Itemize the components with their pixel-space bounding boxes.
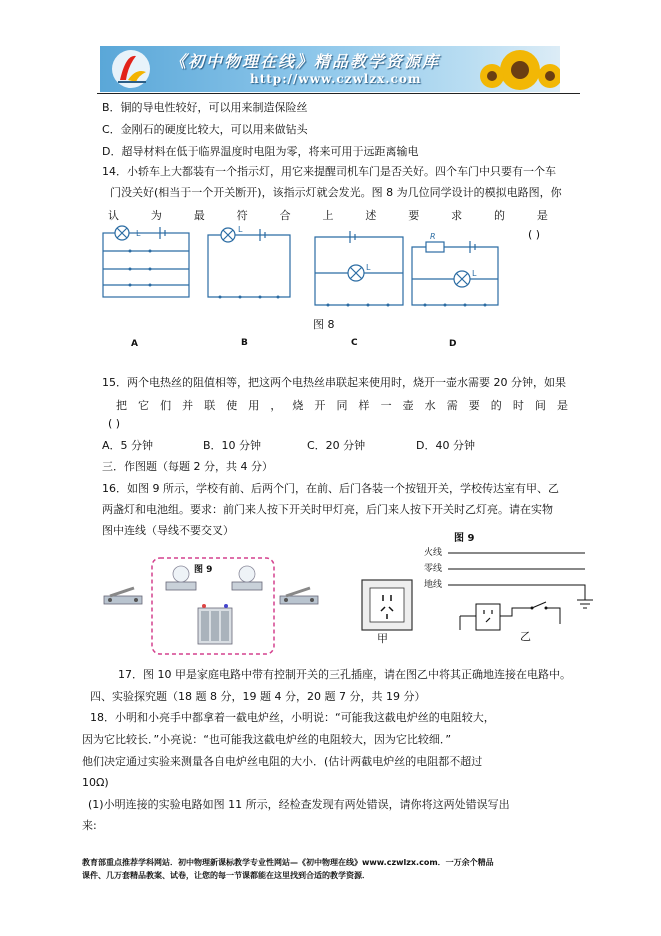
q14-line3-char: 最 bbox=[193, 209, 205, 222]
q15-line2-char: 间 bbox=[534, 399, 546, 412]
q15-line2-char: 联 bbox=[204, 399, 216, 412]
q17-text: 17．图 10 甲是家庭电路中带有控制开关的三孔插座，请在图乙中将其正确地连接在电路中。 bbox=[118, 668, 571, 681]
section-3-heading: 三．作图题（每题 2 分，共 4 分） bbox=[102, 460, 273, 473]
q15-line2-char: 水 bbox=[424, 399, 436, 412]
q15-line2-char: 时 bbox=[512, 399, 524, 412]
header-banner bbox=[100, 46, 560, 92]
header-rule bbox=[97, 93, 580, 94]
circuit-c-lamp-label: L bbox=[366, 263, 371, 272]
q16-line2: 两盏灯和电池组。要求：前门来人按下开关时甲灯亮，后门来人按下开关时乙灯亮。请在实物 bbox=[102, 503, 553, 516]
option-d: D．超导材料在低于临界温度时电阻为零，将来可用于远距离输电 bbox=[102, 145, 419, 158]
q15-line2-char: 开 bbox=[314, 399, 326, 412]
q15-line2-char: 并 bbox=[182, 399, 194, 412]
figure8-label-b: B bbox=[241, 338, 248, 348]
q15-line2 bbox=[116, 397, 568, 413]
logo-icon bbox=[106, 46, 156, 92]
circuit-a-lamp-label: L bbox=[136, 229, 141, 238]
q14-line3 bbox=[108, 207, 548, 223]
q15-line2-char: 的 bbox=[490, 399, 502, 412]
q14-line2: 门没关好(相当于一个开关断开)，该指示灯就会发光。图 8 为几位同学设计的模拟电路图，你 bbox=[110, 186, 562, 199]
figure8-circuits bbox=[100, 223, 520, 333]
wire-label-neutral: 零线 bbox=[424, 564, 443, 574]
q14-line3-char: 的 bbox=[494, 209, 506, 222]
q14-line3-char: 是 bbox=[536, 209, 548, 222]
q18-line1: 18．小明和小亮手中都拿着一截电炉丝，小明说：“可能我这截电炉丝的电阻较大， bbox=[90, 711, 495, 724]
q14-line3-char: 为 bbox=[150, 209, 162, 222]
q14-line3-char: 认 bbox=[108, 209, 119, 222]
q14-line3-char: 要 bbox=[408, 209, 420, 222]
q15-line2-char: 一 bbox=[380, 399, 392, 412]
figure8-label-d: D bbox=[449, 339, 457, 349]
switch-leads bbox=[546, 608, 560, 624]
figure8-caption: 图 8 bbox=[313, 318, 335, 331]
earth-wire bbox=[448, 585, 585, 600]
q15-line2-char: ， bbox=[270, 399, 282, 412]
front-door-switch-icon bbox=[104, 588, 142, 604]
q15-option-a: A．5 分钟 bbox=[102, 439, 154, 452]
q14-line3-char: 求 bbox=[451, 209, 463, 222]
q14-answer-paren: ( ) bbox=[528, 228, 541, 241]
q15-line2-char: 壶 bbox=[402, 399, 414, 412]
q14-line3-char: 上 bbox=[322, 209, 334, 222]
q14-line1: 14．小轿车上大都装有一个指示灯，用它来提醒司机车门是否关好。四个车门中只要有一个车 bbox=[102, 165, 556, 178]
socket-leads bbox=[460, 602, 546, 630]
q15-line2-char: 用 bbox=[248, 399, 260, 412]
q14-line3-char: 合 bbox=[279, 209, 291, 222]
q15-answer-paren: ( ) bbox=[108, 417, 121, 430]
figure8-label-a: A bbox=[131, 339, 138, 349]
lamp-jia-icon bbox=[166, 566, 196, 590]
q18-line5: (1)小明连接的实验电路如图 11 所示，经检查发现有两处错误，请你将这两处错误写出 bbox=[88, 798, 510, 811]
sunflower-icon bbox=[480, 46, 560, 92]
ground-icon bbox=[577, 600, 593, 608]
q15-line2-char: 要 bbox=[468, 399, 480, 412]
q15-line2-char: 使 bbox=[226, 399, 238, 412]
figure9-caption: 图 9 bbox=[454, 533, 475, 544]
wiring-label-yi: 乙 bbox=[520, 630, 531, 643]
back-door-switch-icon bbox=[280, 588, 318, 604]
section-4-heading: 四、实验探究题（18 题 8 分，19 题 4 分，20 题 7 分，共 19 分） bbox=[90, 690, 426, 703]
socket-with-switch-icon bbox=[361, 579, 413, 631]
lamp-yi-icon bbox=[232, 566, 262, 590]
circuit-b-lamp-label: L bbox=[238, 225, 243, 234]
q16-line1: 16．如图 9 所示，学校有前、后两个门，在前、后门各装一个按钮开关，学校传达室有甲、乙 bbox=[102, 482, 559, 495]
q15-line2-char: 需 bbox=[446, 399, 458, 412]
banner-title: 《初中物理在线》精品教学资源库 bbox=[170, 52, 441, 71]
q18-line3: 他们决定通过实验来测量各自电炉丝电阻的大小．(估计两截电炉丝的电阻都不超过 bbox=[82, 755, 483, 768]
q16-line3: 图中连线（导线不要交叉） bbox=[102, 524, 234, 537]
figure9-inner-caption: 图 9 bbox=[194, 565, 213, 575]
q15-line2-char: 们 bbox=[160, 399, 172, 412]
battery-pack-icon bbox=[198, 604, 232, 644]
q18-line6: 来: bbox=[82, 819, 97, 832]
q15-line1: 15．两个电热丝的阻值相等，把这两个电热丝串联起来使用时，烧开一壶水需要 20 分钟，如果 bbox=[102, 376, 566, 389]
figure8-label-c: C bbox=[351, 338, 358, 348]
q15-option-b: B．10 分钟 bbox=[203, 439, 262, 452]
option-b: B．铜的导电性较好，可以用来制造保险丝 bbox=[102, 101, 308, 114]
socket-label-jia: 甲 bbox=[377, 632, 388, 645]
circuit-d-resistor-label: R bbox=[430, 232, 436, 241]
q18-line2: 因为它比较长．”小亮说：“也可能我这截电炉丝的电阻较大，因为它比较细．” bbox=[82, 733, 452, 746]
wire-label-earth: 地线 bbox=[424, 580, 443, 590]
q15-option-d: D．40 分钟 bbox=[416, 439, 475, 452]
q15-line2-char: 把 bbox=[116, 399, 127, 412]
circuit-a-frame bbox=[103, 233, 189, 297]
circuit-d-lamp-label: L bbox=[472, 269, 477, 278]
q15-line2-char: 同 bbox=[336, 399, 348, 412]
footer-line2: 课件、几万套精品教案、试卷，让您的每一节课都能在这里找到合适的教学资源． bbox=[82, 871, 370, 880]
banner-url: http://www.czwlzx.com bbox=[250, 72, 422, 86]
q15-option-c: C．20 分钟 bbox=[307, 439, 366, 452]
q15-line2-char: 是 bbox=[556, 399, 568, 412]
wiring-socket-icon bbox=[476, 604, 500, 630]
q15-line2-char: 烧 bbox=[292, 399, 304, 412]
q18-line4: 10Ω) bbox=[82, 776, 109, 789]
q14-line3-char: 述 bbox=[365, 209, 377, 222]
wire-label-live: 火线 bbox=[424, 548, 443, 558]
footer-line1: 教育部重点推荐学科网站．初中物理新课标教学专业性网站—《初中物理在线》www.czwlzx.com．一万余个精品 bbox=[82, 858, 494, 867]
q15-line2-char: 它 bbox=[138, 399, 150, 412]
q15-line2-char: 样 bbox=[358, 399, 370, 412]
q14-line3-char: 符 bbox=[236, 209, 248, 222]
option-c: C．金刚石的硬度比较大，可以用来做钻头 bbox=[102, 123, 308, 136]
figure9-components bbox=[100, 556, 340, 656]
